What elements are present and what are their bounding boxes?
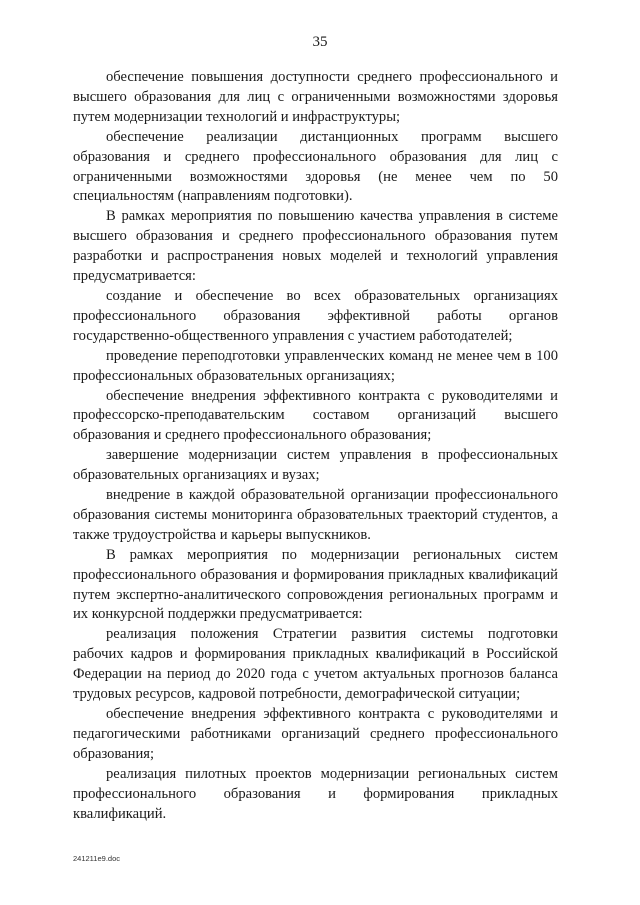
paragraph: обеспечение внедрения эффективного контракта с руководителями и профессорско-преподавательским составом организаций высшего образования и среднего профессионального образования; xyxy=(73,387,558,444)
page-number: 35 xyxy=(312,34,328,50)
paragraph: внедрение в каждой образовательной организации профессионального образования системы мониторинга образовательных траекторий студентов, а также трудоустройства и карьеры выпускников. xyxy=(73,487,558,543)
paragraph: проведение переподготовки управленческих команд не менее чем в 100 профессиональных образовательных организациях; xyxy=(73,347,558,384)
document-body xyxy=(73,68,558,824)
paragraph: В рамках мероприятия по модернизации региональных систем профессионального образования и формирования прикладных квалификаций путем экспертно-аналитического сопровождения региональных программ и их конкурсной поддержки предусматривается: xyxy=(73,546,558,623)
file-name-footer: 241211e9.doc xyxy=(73,854,120,863)
paragraph: реализация положения Стратегии развития системы подготовки рабочих кадров и формирования прикладных квалификаций в Российской Федерации на период до 2020 года с учетом актуальных прогнозов баланса трудовых ресурсов, кадровой потребности, демографической ситуации; xyxy=(73,626,558,703)
paragraph: создание и обеспечение во всех образовательных организациях профессионального образования эффективной работы органов государственно-общественного управления с участием работодателей; xyxy=(73,287,558,344)
paragraph: обеспечение повышения доступности среднего профессионального и высшего образования для лиц с ограниченными возможностями здоровья путем модернизации технологий и инфраструктуры; xyxy=(73,69,558,125)
paragraph: реализация пилотных проектов модернизации региональных систем профессионального образования и формирования прикладных квалификаций. xyxy=(73,765,558,822)
paragraph: В рамках мероприятия по повышению качества управления в системе высшего образования и среднего профессионального образования путем разработки и распространения новых моделей и технологий управления предусматривается: xyxy=(73,208,558,285)
paragraph: завершение модернизации систем управления в профессиональных образовательных организациях и вузах; xyxy=(73,447,558,484)
paragraph: обеспечение реализации дистанционных программ высшего образования и среднего профессионального образования для лиц с ограниченными возможностями здоровья (не менее чем по 50 специальностям (направлениям подготовки). xyxy=(73,128,558,205)
paragraph: обеспечение внедрения эффективного контракта с руководителями и педагогическими работниками организаций среднего профессионального образования; xyxy=(73,706,558,762)
